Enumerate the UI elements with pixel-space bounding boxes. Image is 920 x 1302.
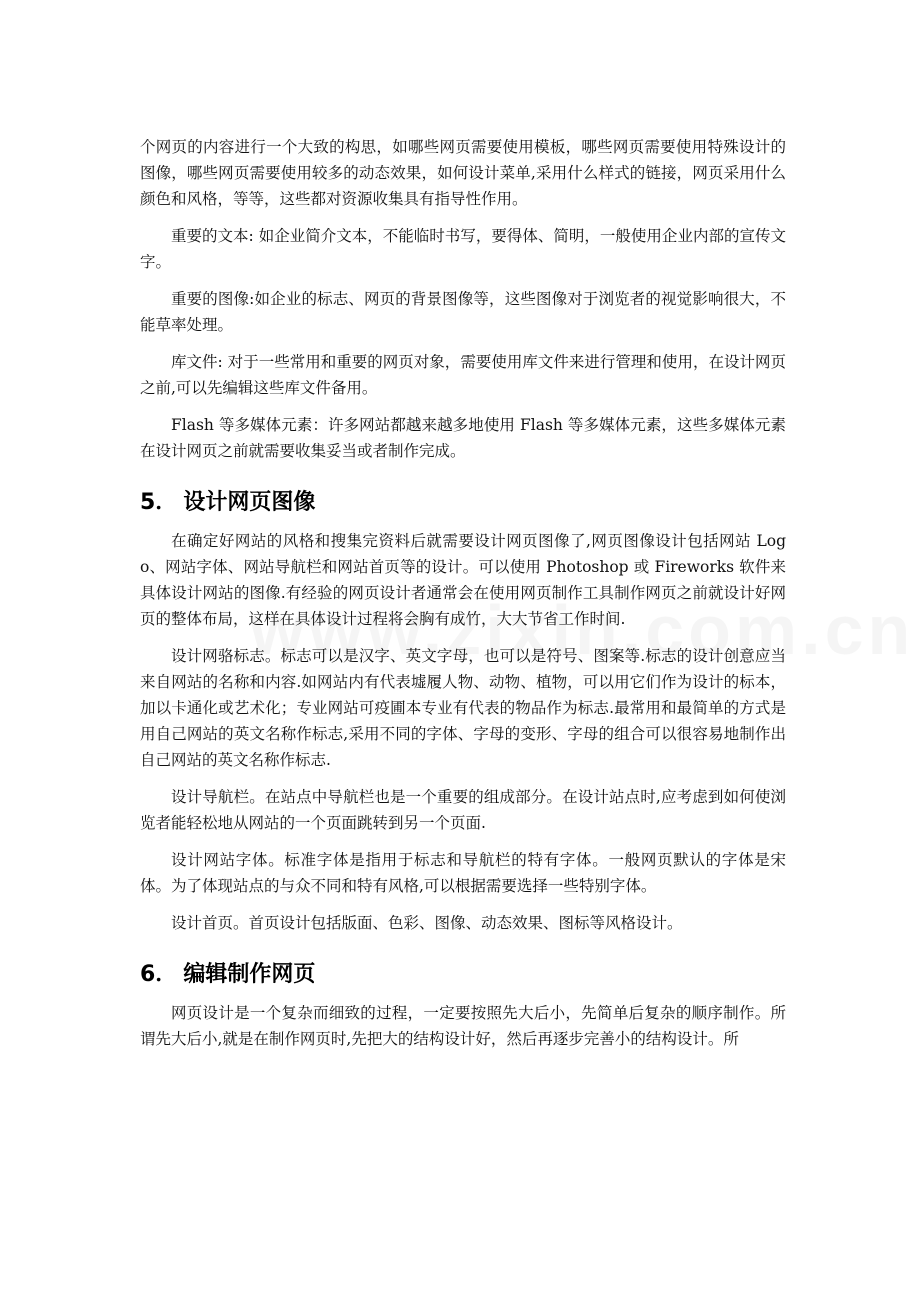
paragraph: 设计网骆标志。标志可以是汉字、英文字母，也可以是符号、图案等.标志的设计创意应当来自网站的名称和内容.如网站内有代表墟履人物、动物、植物，可以用它们作为设计的标本，加以卡通化或艺术化；专业网站可疫圃本专业有代表的物品作为标志.最常用和最简单的方式是用自己网站的英文名称作标志,采用不同的字体、字母的变形、字母的组合可以很容易地制作出自己网站的英文名称作标志. (140, 647, 786, 769)
paragraph: 在确定好网站的风格和搜集完资料后就需要设计网页图像了,网页图像设计包括网站 Logo、网站字体、网站导航栏和网站首页等的设计。可以使用 Photoshop 或 Fireworks 软件来具体设计网站的图像.有经验的网页设计者通常会在使用网页制作工具制作网页之前就设计好网页的整体布局，这样在具体设计过程将会胸有成竹，大大节省工作时间. (140, 532, 786, 628)
paragraph: 个网页的内容进行一个大致的构思，如哪些网页需要使用模板，哪些网页需要使用特殊设计的图像，哪些网页需要使用较多的动态效果，如何设计菜单,采用什么样式的链接，网页采用什么颜色和风格，等等，这些都对资源收集具有指导性作用。 (140, 138, 786, 208)
section-heading (140, 488, 786, 518)
section-title: 编辑制作网页 (183, 962, 316, 987)
paragraph: Flash 等多媒体元素：许多网站都越来越多地使用 Flash 等多媒体元素，这些多媒体元素在设计网页之前就需要收集妥当或者制作完成。 (140, 416, 786, 460)
section-number: 5． (140, 490, 178, 515)
paragraph: 设计导航栏。在站点中导航栏也是一个重要的组成部分。在设计站点时,应考虑到如何使浏览者能轻松地从网站的一个页面跳转到另一个页面. (140, 788, 786, 832)
section-title: 设计网页图像 (183, 490, 316, 515)
section-number: 6． (140, 962, 178, 987)
paragraph: 设计首页。首页设计包括版面、色彩、图像、动态效果、图标等风格设计。 (171, 914, 683, 932)
paragraph: 重要的文本: 如企业简介文本，不能临时书写，要得体、简明，一般使用企业内部的宣传文字。 (140, 227, 786, 271)
paragraph: 库文件: 对于一些常用和重要的网页对象，需要使用库文件来进行管理和使用，在设计网页之前,可以先编辑这些库文件备用。 (140, 353, 786, 397)
section-heading (140, 960, 786, 990)
paragraph: 设计网站字体。标准字体是指用于标志和导航栏的特有字体。一般网页默认的字体是宋体。为了体现站点的与众不同和特有风格,可以根据需要选择一些特别字体。 (140, 851, 786, 895)
paragraph: 网页设计是一个复杂而细致的过程，一定要按照先大后小，先简单后复杂的顺序制作。所谓先大后小,就是在制作网页时,先把大的结构设计好，然后再逐步完善小的结构设计。所 (140, 1004, 786, 1048)
document-body (140, 134, 786, 1052)
paragraph: 重要的图像:如企业的标志、网页的背景图像等，这些图像对于浏览者的视觉影响很大，不能草率处理。 (140, 290, 786, 334)
